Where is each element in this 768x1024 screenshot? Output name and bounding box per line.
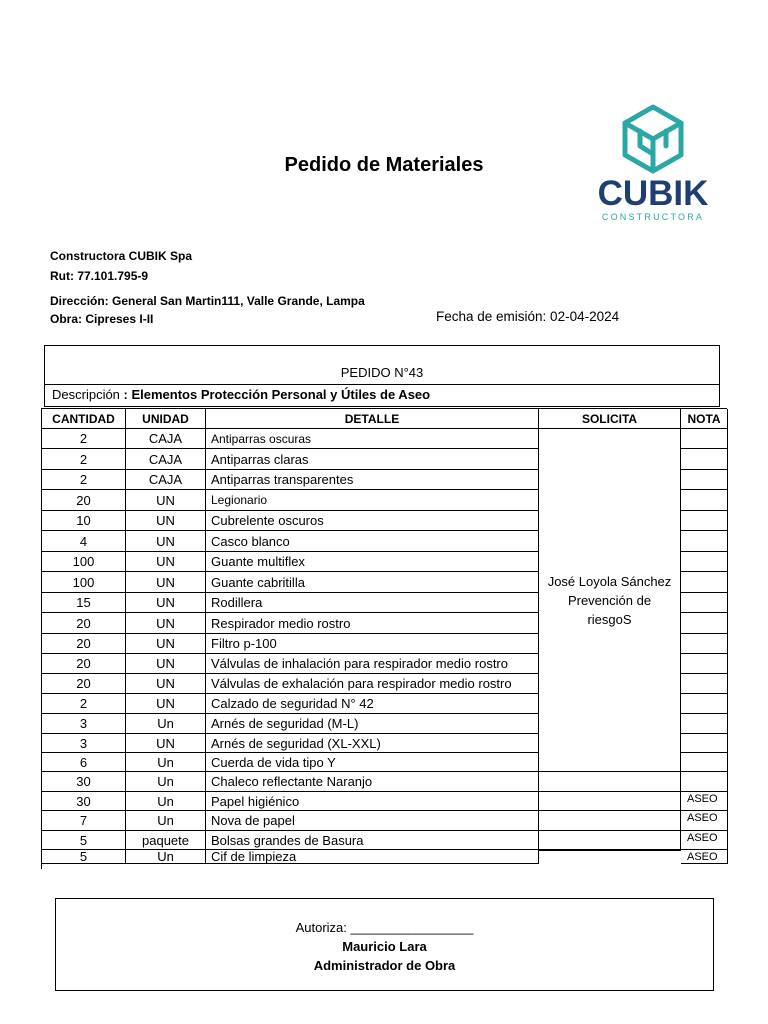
cantidad-cell: 30 — [42, 772, 126, 792]
nota-cell — [681, 674, 728, 694]
nota-cell — [681, 511, 728, 531]
nota-cell — [681, 531, 728, 552]
nota-cell — [681, 552, 728, 572]
cantidad-cell: 20 — [42, 654, 126, 674]
cantidad-cell: 2 — [42, 694, 126, 714]
detalle-cell: Nova de papel — [206, 811, 539, 831]
unidad-cell: UN — [126, 531, 206, 552]
cantidad-cell: 100 — [42, 552, 126, 572]
detalle-cell: Guante cabritilla — [206, 572, 539, 593]
detalle-cell: Casco blanco — [206, 531, 539, 552]
detalle-cell: Válvulas de inhalación para respirador medio rostro — [206, 654, 539, 674]
detalle-cell: Cif de limpieza — [206, 850, 539, 864]
cantidad-cell: 20 — [42, 634, 126, 654]
cantidad-cell: 20 — [42, 613, 126, 634]
unidad-cell: Un — [126, 753, 206, 772]
detalle-cell: Antiparras oscuras — [206, 429, 539, 449]
nota-cell — [681, 734, 728, 753]
cantidad-cell: 20 — [42, 490, 126, 511]
page-title: Pedido de Materiales — [284, 154, 484, 176]
description-label: Descripción — [52, 387, 124, 402]
order-number: PEDIDO N°43 — [340, 365, 424, 380]
company-address: Dirección: General San Martin111, Valle Grande, Lampa — [50, 294, 365, 308]
detalle-cell: Rodillera — [206, 593, 539, 613]
cube-logo-icon — [625, 107, 681, 171]
unidad-cell: UN — [126, 734, 206, 753]
unidad-cell: Un — [126, 850, 206, 864]
company-rut: Rut: 77.101.795-9 — [50, 269, 149, 283]
nota-cell: ASEO — [681, 811, 728, 831]
detalle-cell: Respirador medio rostro — [206, 613, 539, 634]
detalle-cell: Chaleco reflectante Naranjo — [206, 772, 539, 792]
unidad-cell: UN — [126, 593, 206, 613]
authorizer-name: Mauricio Lara — [342, 939, 427, 954]
solicita-cell — [539, 850, 681, 851]
header-solicita: SOLICITA — [539, 409, 681, 429]
detalle-cell: Cubrelente oscuros — [206, 511, 539, 531]
company-name: Constructora CUBIK Spa — [50, 249, 193, 263]
unidad-cell: UN — [126, 552, 206, 572]
cantidad-cell: 100 — [42, 572, 126, 593]
solicita-line: José Loyola Sánchez — [547, 573, 672, 589]
materials-table — [41, 408, 727, 869]
nota-cell — [681, 429, 728, 449]
cantidad-cell: 2 — [42, 470, 126, 490]
unidad-cell: UN — [126, 694, 206, 714]
nota-cell — [681, 714, 728, 734]
unidad-cell: Un — [126, 772, 206, 792]
authorization-line: Autoriza: _________________ — [295, 920, 474, 935]
unidad-cell: UN — [126, 490, 206, 511]
divider — [44, 384, 720, 385]
obra-name: Obra: Cipreses I-II — [50, 312, 154, 326]
nota-cell — [681, 593, 728, 613]
nota-cell: ASEO — [681, 831, 728, 850]
logo-name: CUBIK — [597, 174, 709, 213]
unidad-cell: UN — [126, 511, 206, 531]
unidad-cell: Un — [126, 714, 206, 734]
solicita-cell — [539, 772, 681, 792]
solicita-line: Prevención de — [567, 592, 652, 608]
issue-date: Fecha de emisión: 02-04-2024 — [436, 309, 620, 324]
header-detalle: DETALLE — [206, 409, 539, 429]
detalle-cell: Guante multiflex — [206, 552, 539, 572]
cantidad-cell: 7 — [42, 811, 126, 831]
unidad-cell: UN — [126, 572, 206, 593]
cantidad-cell: 5 — [42, 831, 126, 850]
nota-cell: ASEO — [681, 792, 728, 811]
solicita-merged-cell — [539, 429, 681, 772]
cantidad-cell: 3 — [42, 734, 126, 753]
nota-cell — [681, 634, 728, 654]
nota-cell — [681, 753, 728, 772]
solicita-cell — [539, 792, 681, 811]
solicita-line: riesgoS — [587, 611, 632, 627]
unidad-cell: UN — [126, 674, 206, 694]
cantidad-cell: 2 — [42, 449, 126, 470]
nota-cell — [681, 654, 728, 674]
detalle-cell: Filtro p-100 — [206, 634, 539, 654]
nota-cell — [681, 470, 728, 490]
unidad-cell: CAJA — [126, 429, 206, 449]
cantidad-cell: 15 — [42, 593, 126, 613]
detalle-cell: Antiparras claras — [206, 449, 539, 470]
nota-cell — [681, 572, 728, 593]
unidad-cell: paquete — [126, 831, 206, 850]
cubik-logo — [588, 100, 718, 228]
cantidad-cell: 30 — [42, 792, 126, 811]
nota-cell — [681, 449, 728, 470]
unidad-cell: UN — [126, 634, 206, 654]
detalle-cell: Papel higiénico — [206, 792, 539, 811]
cantidad-cell: 4 — [42, 531, 126, 552]
nota-cell — [681, 772, 728, 792]
unidad-cell: UN — [126, 654, 206, 674]
order-description — [52, 387, 430, 402]
detalle-cell: Cuerda de vida tipo Y — [206, 753, 539, 772]
solicita-cell — [539, 831, 681, 850]
detalle-cell: Antiparras transparentes — [206, 470, 539, 490]
detalle-cell: Legionario — [206, 490, 539, 511]
cantidad-cell: 6 — [42, 753, 126, 772]
solicita-cell — [539, 811, 681, 831]
unidad-cell: CAJA — [126, 449, 206, 470]
nota-cell: ASEO — [681, 850, 728, 864]
unidad-cell: Un — [126, 792, 206, 811]
cantidad-cell: 2 — [42, 429, 126, 449]
nota-cell — [681, 490, 728, 511]
detalle-cell: Válvulas de exhalación para respirador medio rostro — [206, 674, 539, 694]
detalle-cell: Bolsas grandes de Basura — [206, 831, 539, 850]
logo-subtitle: CONSTRUCTORA — [601, 212, 705, 222]
authorizer-role: Administrador de Obra — [313, 958, 456, 973]
detalle-cell: Arnés de seguridad (XL-XXL) — [206, 734, 539, 753]
cantidad-cell: 10 — [42, 511, 126, 531]
cantidad-cell: 20 — [42, 674, 126, 694]
detalle-cell: Calzado de seguridad N° 42 — [206, 694, 539, 714]
header-nota: NOTA — [681, 409, 728, 429]
unidad-cell: CAJA — [126, 470, 206, 490]
nota-cell — [681, 694, 728, 714]
unidad-cell: Un — [126, 811, 206, 831]
unidad-cell: UN — [126, 613, 206, 634]
nota-cell — [681, 613, 728, 634]
header-unidad: UNIDAD — [126, 409, 206, 429]
header-cantidad: CANTIDAD — [42, 409, 126, 429]
cantidad-cell: 5 — [42, 850, 126, 864]
detalle-cell: Arnés de seguridad (M-L) — [206, 714, 539, 734]
cantidad-cell: 3 — [42, 714, 126, 734]
description-value: : Elementos Protección Personal y Útiles de Aseo — [123, 387, 431, 402]
